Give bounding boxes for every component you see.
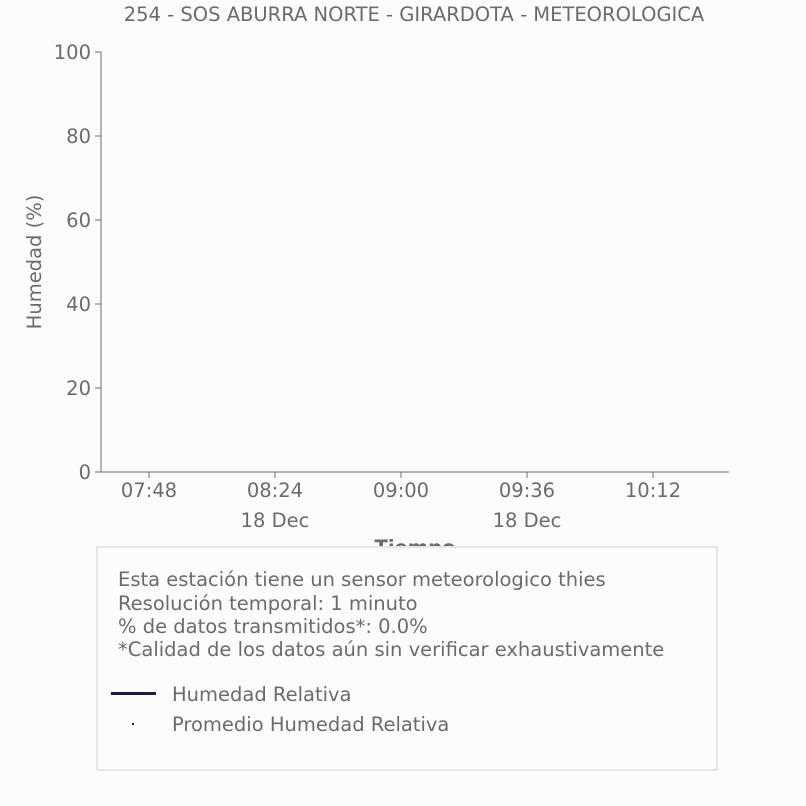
x-tick-label: 09:00 [372,479,430,502]
info-transmitted: % de datos transmitidos*: 0.0% [118,615,428,638]
y-tick-label: 80 [66,125,91,148]
x-tick-label: 09:36 [498,479,556,502]
x-tick-group [121,472,681,532]
x-tick-label: 07:48 [120,479,178,502]
y-axis-label: Humedad (%) [23,194,46,330]
legend-item-promedio [111,712,449,736]
legend-label: Humedad Relativa [172,682,352,706]
legend-item-humedad [111,682,352,706]
y-tick-label: 40 [66,293,91,316]
x-tick-label: 10:12 [624,479,682,502]
info-quality: *Calidad de los datos aún sin verificar exhaustivamente [118,638,665,661]
y-tick-label: 0 [78,461,91,484]
chart-title: 254 - SOS ABURRA NORTE - GIRARDOTA - METEOROLOGICA [123,3,705,26]
x-tick-date-label: 18 Dec [492,509,562,532]
y-tick-label: 100 [53,41,91,64]
legend-label: Promedio Humedad Relativa [172,712,450,736]
y-tick-group [54,41,101,484]
y-tick-label: 20 [66,377,91,400]
info-resolution: Resolución temporal: 1 minuto [118,592,418,615]
legend-box [96,546,718,771]
legend-line-swatch [111,682,156,706]
info-sensor: Esta estación tiene un sensor meteorologico thies [118,568,606,591]
y-tick-label: 60 [66,209,91,232]
legend-point-swatch [111,712,156,736]
x-tick-date-label: 18 Dec [240,509,310,532]
x-tick-label: 08:24 [246,479,304,502]
